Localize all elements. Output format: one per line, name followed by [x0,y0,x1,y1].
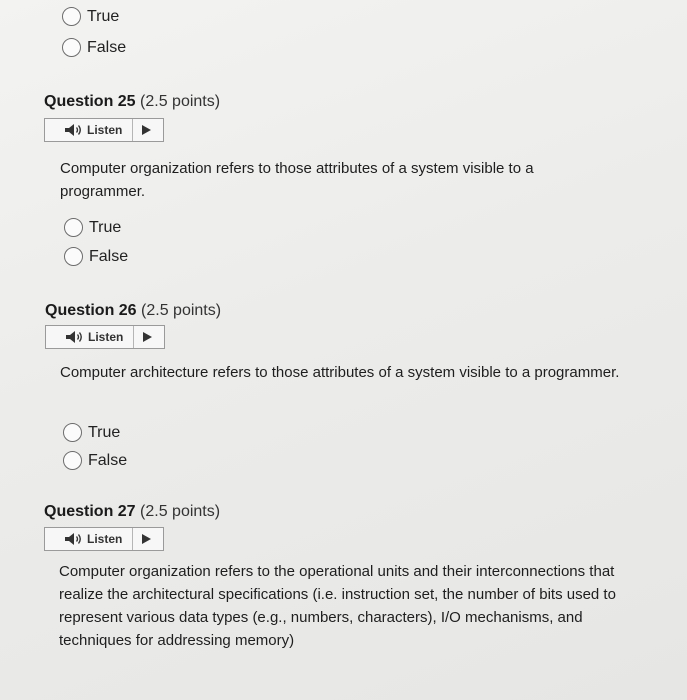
play-icon[interactable] [143,332,152,342]
radio-button-icon[interactable] [63,451,82,470]
listen-button-q27[interactable] [44,527,164,551]
question-number: Question 26 [45,302,137,319]
question-25-title [44,93,220,111]
question-number: Question 25 [44,93,136,110]
question-26-text: Computer architecture refers to those attributes of a system visible to a programmer. [60,364,620,381]
radio-button-icon[interactable] [63,423,82,442]
option-label: False [87,38,127,56]
q25-option-false[interactable] [64,247,128,266]
radio-button-icon[interactable] [64,247,83,266]
question-25-text: Computer organization refers to those attributes of a system visible to a programmer. [60,160,534,200]
question-points: (2.5 points) [140,93,221,110]
prev-option-false[interactable] [62,38,126,57]
q25-option-true[interactable] [64,218,121,237]
q26-option-true[interactable] [63,423,120,442]
question-number: Question 27 [44,503,136,520]
question-27-title [44,503,220,521]
listen-divider [132,119,133,141]
listen-divider [133,326,134,348]
listen-label: Listen [87,532,123,546]
question-26-title [45,302,221,320]
speaker-icon [66,330,86,344]
speaker-icon [65,123,85,137]
listen-button-q26[interactable] [45,325,165,349]
prev-option-true[interactable] [62,7,119,26]
option-label: True [88,423,121,441]
listen-divider [132,528,133,550]
option-label: True [89,218,122,236]
radio-button-icon[interactable] [62,38,81,57]
listen-label: Listen [88,330,124,344]
radio-button-icon[interactable] [62,7,81,26]
question-points: (2.5 points) [141,302,222,319]
question-points: (2.5 points) [140,503,221,520]
radio-button-icon[interactable] [64,218,83,237]
question-27-text: Computer organization refers to the operational units and their interconnections that realize the architectural specifications (i.e. instruction set, the number of bits used to represent various data types (e.g., numbers, characters), I/O mechanisms, and techniques for addressing memory) [59,563,616,649]
play-icon[interactable] [142,534,151,544]
option-label: True [87,7,120,25]
option-label: False [88,451,128,469]
listen-label: Listen [87,123,123,137]
listen-button-q25[interactable] [44,118,164,142]
speaker-icon [65,532,85,546]
q26-option-false[interactable] [63,451,127,470]
option-label: False [89,247,129,265]
play-icon[interactable] [142,125,151,135]
